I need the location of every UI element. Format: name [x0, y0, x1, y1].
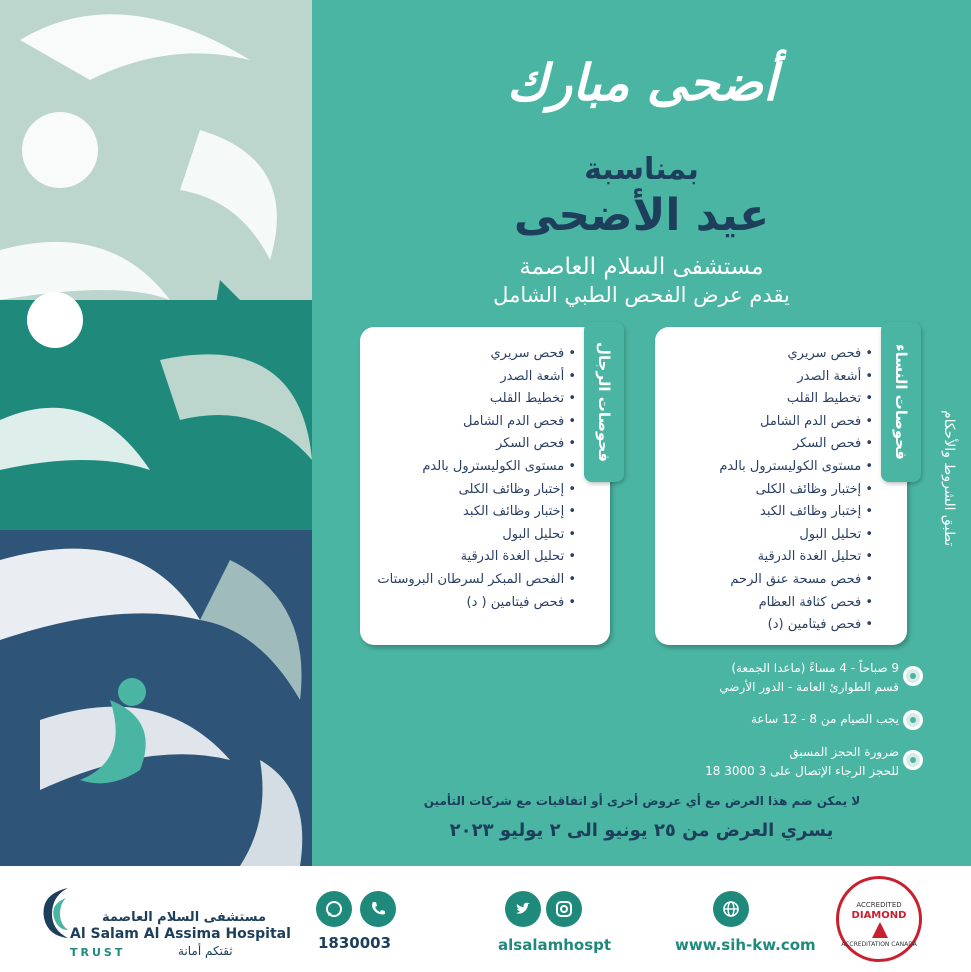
- social-handle[interactable]: alsalamhospt: [498, 936, 612, 954]
- list-item: • فحص سريري: [377, 343, 576, 366]
- phone-number[interactable]: 1830003: [318, 934, 392, 952]
- whatsapp-icon[interactable]: [316, 891, 352, 927]
- list-item: • تخطيط القلب: [719, 388, 873, 411]
- offer-disclaimer: لا يمكن ضم هذا العرض مع أي عروض أخرى أو اتفاقيات مع شركات التأمين: [423, 794, 861, 808]
- fasting-icon: [903, 710, 923, 730]
- booking-detail: للحجز الرجاء الإتصال على 3 3000 18: [705, 764, 899, 778]
- list-item: • فحص السكر: [719, 433, 873, 456]
- men-card-title: فحوصات الرجال: [595, 341, 613, 463]
- logo-trust-arabic: ثقتكم أمانة: [178, 944, 233, 958]
- globe-icon[interactable]: [713, 891, 749, 927]
- booking-icon: [903, 750, 923, 770]
- eid-greeting-calligraphy: [482, 20, 802, 140]
- hours-info: [719, 659, 899, 697]
- hospital-logo-icon: [40, 884, 70, 942]
- list-item: • فحص سريري: [719, 343, 873, 366]
- fasting-info: يجب الصيام من 8 - 12 ساعة: [751, 712, 899, 726]
- list-item: • تحليل الغدة الدرقية: [377, 546, 576, 569]
- women-checkup-list: [719, 343, 873, 637]
- men-checkup-card: [360, 327, 613, 645]
- clock-icon: [903, 666, 923, 686]
- booking-title: ضرورة الحجز المسبق: [789, 745, 899, 759]
- list-item: • مستوى الكوليسترول بالدم: [719, 456, 873, 479]
- main-panel: [312, 0, 971, 866]
- list-item: • تحليل البول: [719, 524, 873, 547]
- list-item: • فحص الدم الشامل: [719, 411, 873, 434]
- list-item: • إختبار وظائف الكلى: [377, 479, 576, 502]
- terms-note: تطبق الشروط والأحكام: [941, 410, 957, 547]
- accreditation-badge: [836, 876, 922, 962]
- offer-validity: يسري العرض من ٢٥ يونيو الى ٢ يوليو ٢٠٢٣: [449, 820, 834, 841]
- logo-english-name: Al Salam Al Assima Hospital: [70, 926, 291, 942]
- list-item: • تخطيط القلب: [377, 388, 576, 411]
- list-item: • فحص كثافة العظام: [719, 592, 873, 615]
- calligraphy-shapes: [0, 0, 312, 866]
- list-item: • فحص فيتامين ( د): [377, 592, 576, 615]
- offer-line: يقدم عرض الفحص الطبي الشامل: [493, 283, 790, 307]
- badge-bottom-text: ACCREDITATION CANADA: [841, 941, 917, 948]
- website-link[interactable]: www.sih-kw.com: [675, 936, 816, 954]
- list-item: • مستوى الكوليسترول بالدم: [377, 456, 576, 479]
- decorative-calligraphy-panel: [0, 0, 312, 866]
- women-card-tab: [881, 322, 921, 482]
- women-checkup-card: [655, 327, 910, 645]
- booking-info: [705, 743, 899, 781]
- women-card-title: فحوصات النساء: [892, 344, 910, 460]
- list-item: • فحص الدم الشامل: [377, 411, 576, 434]
- hours-text: 9 صباحاً - 4 مساءً (ماعدا الجمعة): [731, 661, 899, 675]
- badge-top-text: ACCREDITED: [856, 901, 902, 909]
- list-item: • إختبار وظائف الكلى: [719, 479, 873, 502]
- list-item: • أشعة الصدر: [719, 366, 873, 389]
- list-item: • تحليل البول: [377, 524, 576, 547]
- men-card-tab: [584, 322, 624, 482]
- list-item: • فحص السكر: [377, 433, 576, 456]
- greeting-art-text: أضحى مبارك: [506, 53, 778, 112]
- logo-trust-word: TRUST: [70, 946, 126, 959]
- list-item: • إختبار وظائف الكبد: [719, 501, 873, 524]
- location-text: قسم الطوارئ العامة - الدور الأرضي: [719, 680, 899, 694]
- list-item: • الفحص المبكر لسرطان البروستات: [377, 569, 576, 592]
- logo-arabic-name: مستشفى السلام العاصمة: [101, 910, 266, 925]
- list-item: • تحليل الغدة الدرقية: [719, 546, 873, 569]
- occasion-label: بمناسبة: [584, 152, 699, 187]
- list-item: • أشعة الصدر: [377, 366, 576, 389]
- eid-title: عيد الأضحى: [513, 190, 770, 241]
- maple-leaf-icon: [872, 922, 888, 938]
- list-item: • إختبار وظائف الكبد: [377, 501, 576, 524]
- hospital-name-line: مستشفى السلام العاصمة: [519, 254, 764, 280]
- men-checkup-list: [377, 343, 576, 614]
- twitter-icon[interactable]: [505, 891, 541, 927]
- badge-level-text: DIAMOND: [851, 910, 907, 921]
- phone-icon[interactable]: [360, 891, 396, 927]
- instagram-icon[interactable]: [546, 891, 582, 927]
- list-item: • فحص فيتامين (د): [719, 614, 873, 637]
- list-item: • فحص مسحة عنق الرحم: [719, 569, 873, 592]
